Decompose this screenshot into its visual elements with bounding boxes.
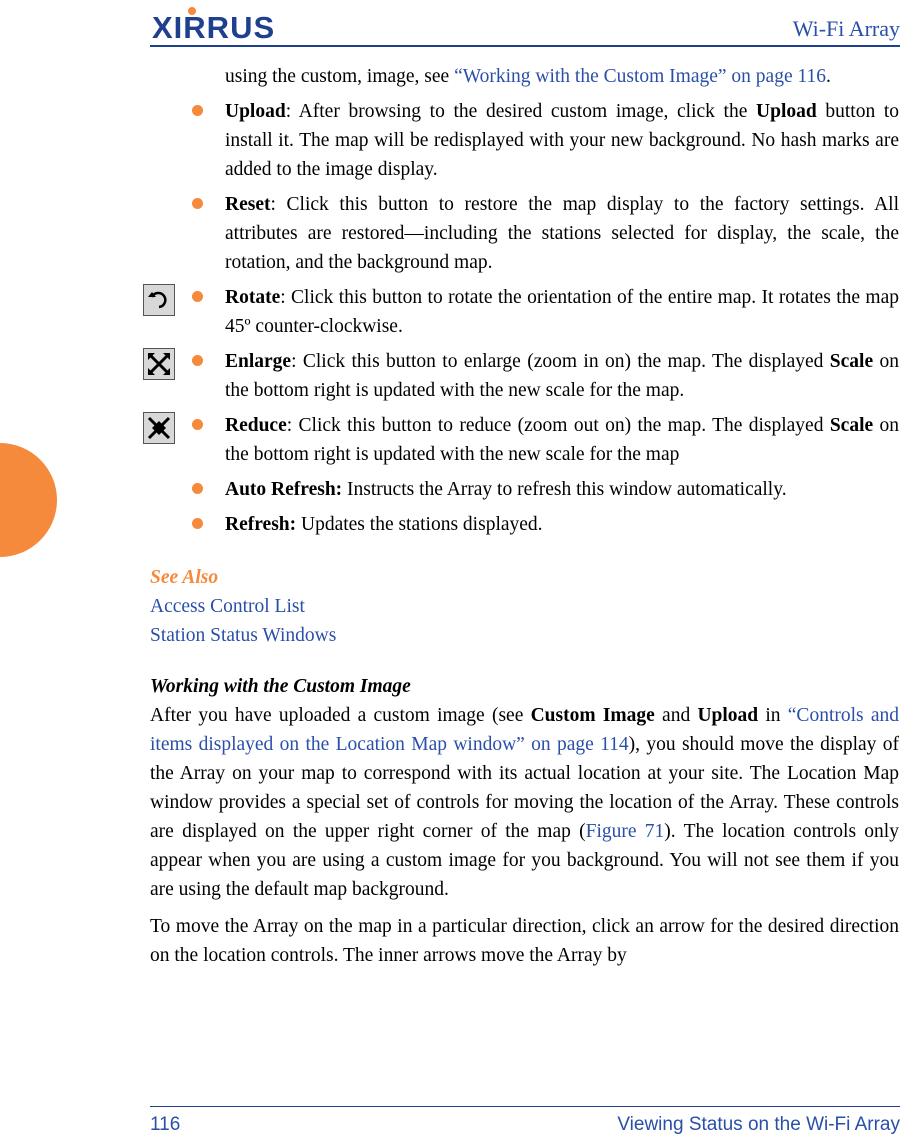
bullet-dot	[192, 355, 203, 366]
station-status-windows-link[interactable]: Station Status Windows	[150, 625, 337, 646]
bullet-list	[150, 97, 899, 539]
rotate-icon	[143, 284, 175, 316]
bullet-auto-refresh: Auto Refresh: Instructs the Array to refresh this window automatically.	[150, 475, 899, 504]
header-title: Wi-Fi Array	[792, 16, 900, 41]
see-also-heading: See Also	[150, 567, 219, 588]
reduce-icon	[143, 412, 175, 444]
section-paragraph-1: After you have uploaded a custom image (see Custom Image and Upload in “Controls and items displayed on the Location Map window” on page 114), you should move the display of the Array on your map to correspond with its actual location at your site. The Location Map window provides a special set of controls for moving the location of the Array. These controls are displayed on the upper right corner of the map (Figure 71). The location controls only appear when you are using a custom image for you background. You will not see them if you are using the default map background.	[150, 705, 900, 900]
enlarge-icon	[143, 348, 175, 380]
bullet-dot	[192, 291, 203, 302]
access-control-list-link[interactable]: Access Control List	[150, 596, 305, 617]
bullet-dot	[192, 483, 203, 494]
xirrus-logo	[150, 6, 310, 42]
bullet-upload: Upload: After browsing to the desired custom image, click the Upload button to install it. The map will be redisplayed with your new background. No hash marks are added to the image display.	[150, 97, 899, 184]
bullet-dot	[192, 518, 203, 529]
bullet-dot	[192, 105, 203, 116]
section-heading: Working with the Custom Image	[150, 676, 411, 697]
bullet-rotate: Rotate: Click this button to rotate the orientation of the entire map. It rotates the map 45º counter-clockwise.	[150, 283, 899, 341]
page-number: 116	[150, 1114, 181, 1135]
intro-paragraph: using the custom, image, see “Working with the Custom Image” on page 116.	[225, 66, 831, 87]
bullet-dot	[192, 198, 203, 209]
bullet-enlarge: Enlarge: Click this button to enlarge (zoom in on) the map. The displayed Scale on the bottom right is updated with the new scale for the map.	[150, 347, 899, 405]
chapter-title: Viewing Status on the Wi-Fi Array	[617, 1114, 900, 1135]
bullet-refresh: Refresh: Updates the stations displayed.	[150, 510, 899, 539]
footer-rule	[150, 1106, 900, 1107]
bullet-reset: Reset: Click this button to restore the map display to the factory settings. All attributes are restored—including the stations selected for display, the scale, the rotation, and the background map.	[150, 190, 899, 277]
page-content	[150, 62, 899, 978]
svg-text:XIRRUS: XIRRUS	[152, 10, 276, 42]
controls-items-link[interactable]: “Controls and items displayed on the Location Map window” on page 114	[150, 705, 899, 755]
section-paragraph-2: To move the Array on the map in a particular direction, click an arrow for the desired direction on the location controls. The inner arrows move the Array by	[150, 916, 899, 966]
header-rule	[150, 45, 900, 47]
chapter-tab-marker	[0, 443, 57, 557]
bullet-dot	[192, 419, 203, 430]
custom-image-link[interactable]: “Working with the Custom Image” on page 116	[454, 66, 826, 87]
bullet-reduce: Reduce: Click this button to reduce (zoom out on) the map. The displayed Scale on the bottom right is updated with the new scale for the map	[150, 411, 899, 469]
figure-71-link[interactable]: Figure 71	[585, 821, 665, 842]
